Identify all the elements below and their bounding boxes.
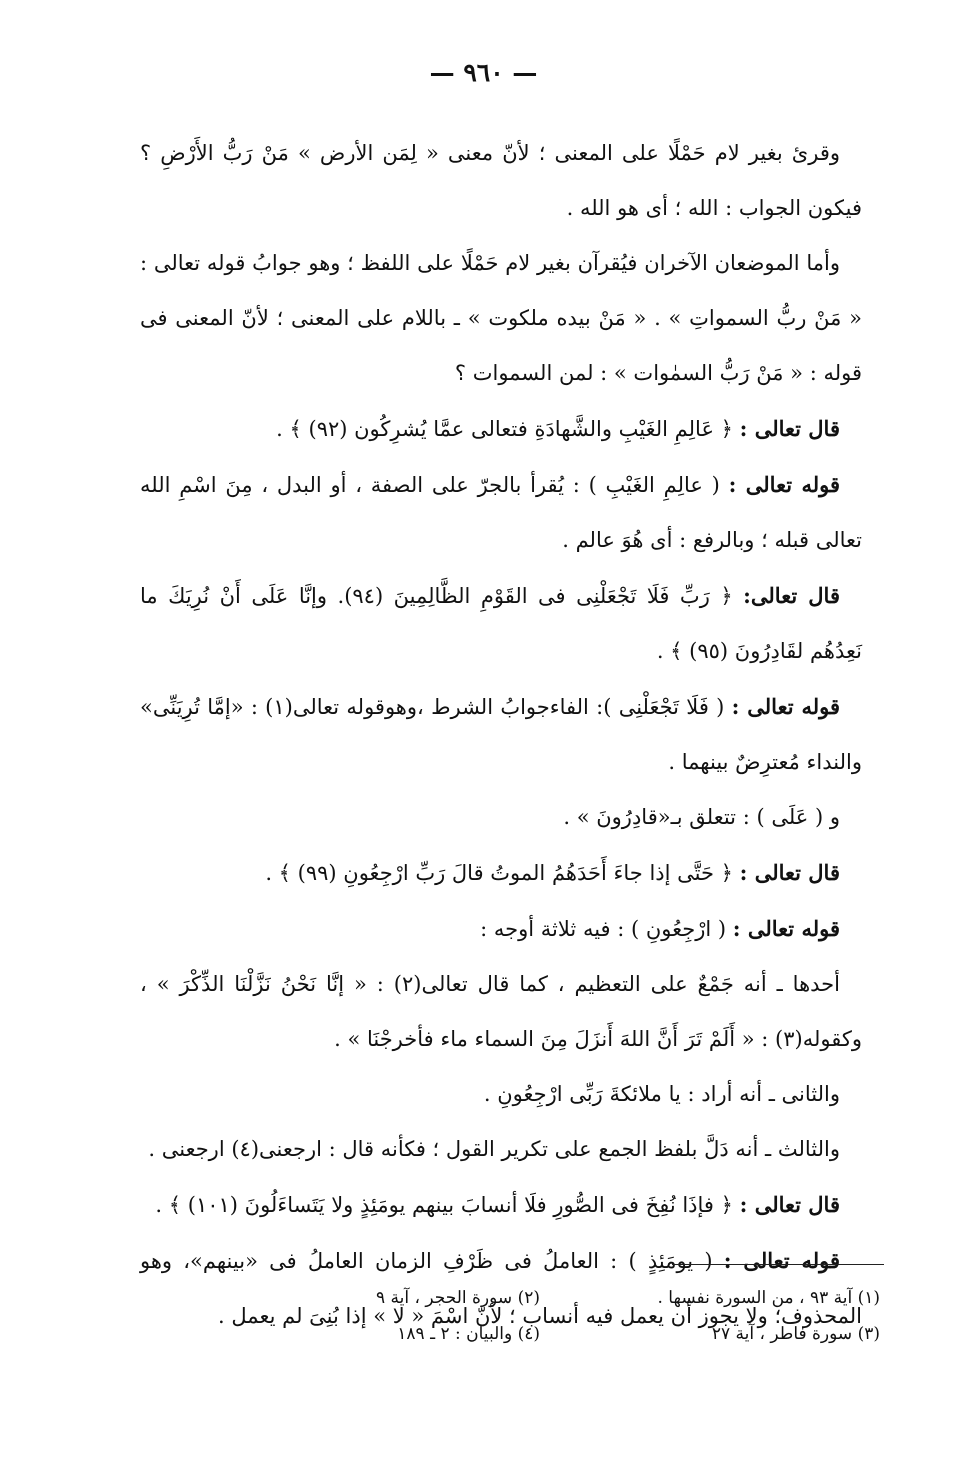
page-number: — ٩٦٠ —	[429, 58, 538, 87]
footnote-4: (٤) والبيان : ٢ ـ ١٨٩	[397, 1324, 540, 1344]
verse-paragraph	[140, 401, 862, 457]
comment-lead: قوله تعالى :	[732, 916, 840, 941]
footnote-1: (١) آية ٩٣ ، من السورة نفسها .	[657, 1288, 880, 1308]
verse-text: ﴿ فإذَا نُفِخَ فى الصُّورِ فلَا أنسابَ بينهم يومَئِذٍ ولا يَتَساءَلُونَ (١٠١) ﴾ .	[155, 1193, 733, 1217]
verse-paragraph	[140, 845, 862, 901]
verse-text: ﴿ عَالِمِ الغَيْبِ والشَّهادَةِ فتعالى عمَّا يُشرِكُون (٩٢) ﴾ .	[276, 417, 733, 441]
comment-text: ( ارْجِعُونِ ) : فيه ثلاثة أوجه :	[480, 917, 727, 941]
comment-lead: قوله تعالى :	[728, 472, 840, 497]
comment-paragraph	[140, 679, 862, 790]
verse-text: ﴿ رَبِّ فَلَا تَجْعَلْنِى فى القَوْمِ الظَّالِمِينَ (٩٤). وإنَّا عَلَى أَنْ نُرِيَكَ ما نَعِدُهُم لقَادِرُونَ (٩٥) ﴾ .	[140, 584, 862, 663]
verse-paragraph	[140, 1177, 862, 1233]
verse-text: ﴿ حَتَّى إذا جاءَ أَحَدَهُمُ الموتُ قالَ رَبِّ ارْجِعُونِ (٩٩) ﴾ .	[265, 861, 733, 885]
verse-lead: قال تعالى :	[739, 1192, 840, 1217]
footnote-row	[140, 1316, 880, 1352]
paragraph: والثالث ـ أنه دَلَّ بلفظ الجمع على تكرير القول ؛ فكأنه قال : ارجعنى(٤) ارجعنى .	[148, 1137, 840, 1161]
footnotes	[140, 1280, 880, 1352]
paragraph: وأما الموضعان الآخران فيُقرآن بغير لام حَمْلًا على اللفظ ؛ وهو جوابُ قوله تعالى : « مَنْ ربُّ السمواتِ » . « مَنْ بيده ملكوت » ـ باللام على المعنى ؛ لأنّ المعنى فى قوله : « مَنْ رَبُّ السمٰوات » : لمن السموات ؟	[140, 251, 862, 385]
paragraph: والثانى ـ أنه أراد : يا ملائكةَ رَبِّى ارْجِعُونِ .	[483, 1082, 840, 1106]
footnote-divider	[672, 1264, 884, 1265]
comment-text: ( يومَئِذٍ ) : العاملُ فى ظَرْفِ الزمان العاملُ فى «بينهم»، وهو المحذوف؛ ولا يجوز أن يعمل فيه أنساب ؛ لأنّ اسْمَ « لا » إذا بُنِىَ لم يعمل .	[140, 1249, 862, 1328]
comment-lead: قوله تعالى :	[731, 694, 840, 719]
body-text	[140, 126, 862, 1344]
verse-lead: قال تعالى :	[739, 416, 840, 441]
footnote-3: (٣) سورة فاطر ، آية ٢٧	[711, 1324, 880, 1344]
footnote-2: (٢) سورة الحجر ، آية ٩	[375, 1288, 540, 1308]
comment-paragraph	[140, 901, 862, 957]
verse-lead: قال تعالى :	[739, 860, 840, 885]
paragraph: وقرئ بغير لام حَمْلًا على المعنى ؛ لأنّ معنى « لِمَن الأرض » مَنْ رَبُّ الأَرْضِ ؟ فيكون الجواب : الله ؛ أى هو الله .	[140, 141, 862, 220]
verse-lead: قال تعالى:	[743, 583, 840, 608]
comment-lead: قوله تعالى :	[723, 1248, 840, 1273]
comment-paragraph	[140, 457, 862, 568]
paragraph: و ( عَلَى ) : تتعلق بـ«قادِرُونَ » .	[563, 805, 840, 829]
verse-paragraph	[140, 568, 862, 679]
comment-text: ( عالِمِ الغَيْبِ ) : يُقرأ بالجرّ على الصفة ، أو البدل ، مِنَ اسْمِ الله تعالى قبله ؛ وبالرفع : أى هُوَ عالم .	[140, 473, 862, 552]
comment-text: ( فَلَا تَجْعَلْنِى ): الفاءجوابُ الشرط ،وهوقوله تعالى(١) : «إمَّا تُرِيَنِّى» والنداء مُعترِضٌ بينهما .	[140, 695, 862, 774]
paragraph: أحدها ـ أنه جَمْعٌ على التعظيم ، كما قال تعالى(٢) : « إنَّا نَحْنُ نَزَّلْنَا الذِّكْرَ » ، وكقوله(٣) : « أَلَمْ تَرَ أَنَّ اللهَ أَنزَلَ مِنَ السماء ماء فأخرجْنَا » .	[140, 972, 862, 1051]
footnote-row	[140, 1280, 880, 1316]
